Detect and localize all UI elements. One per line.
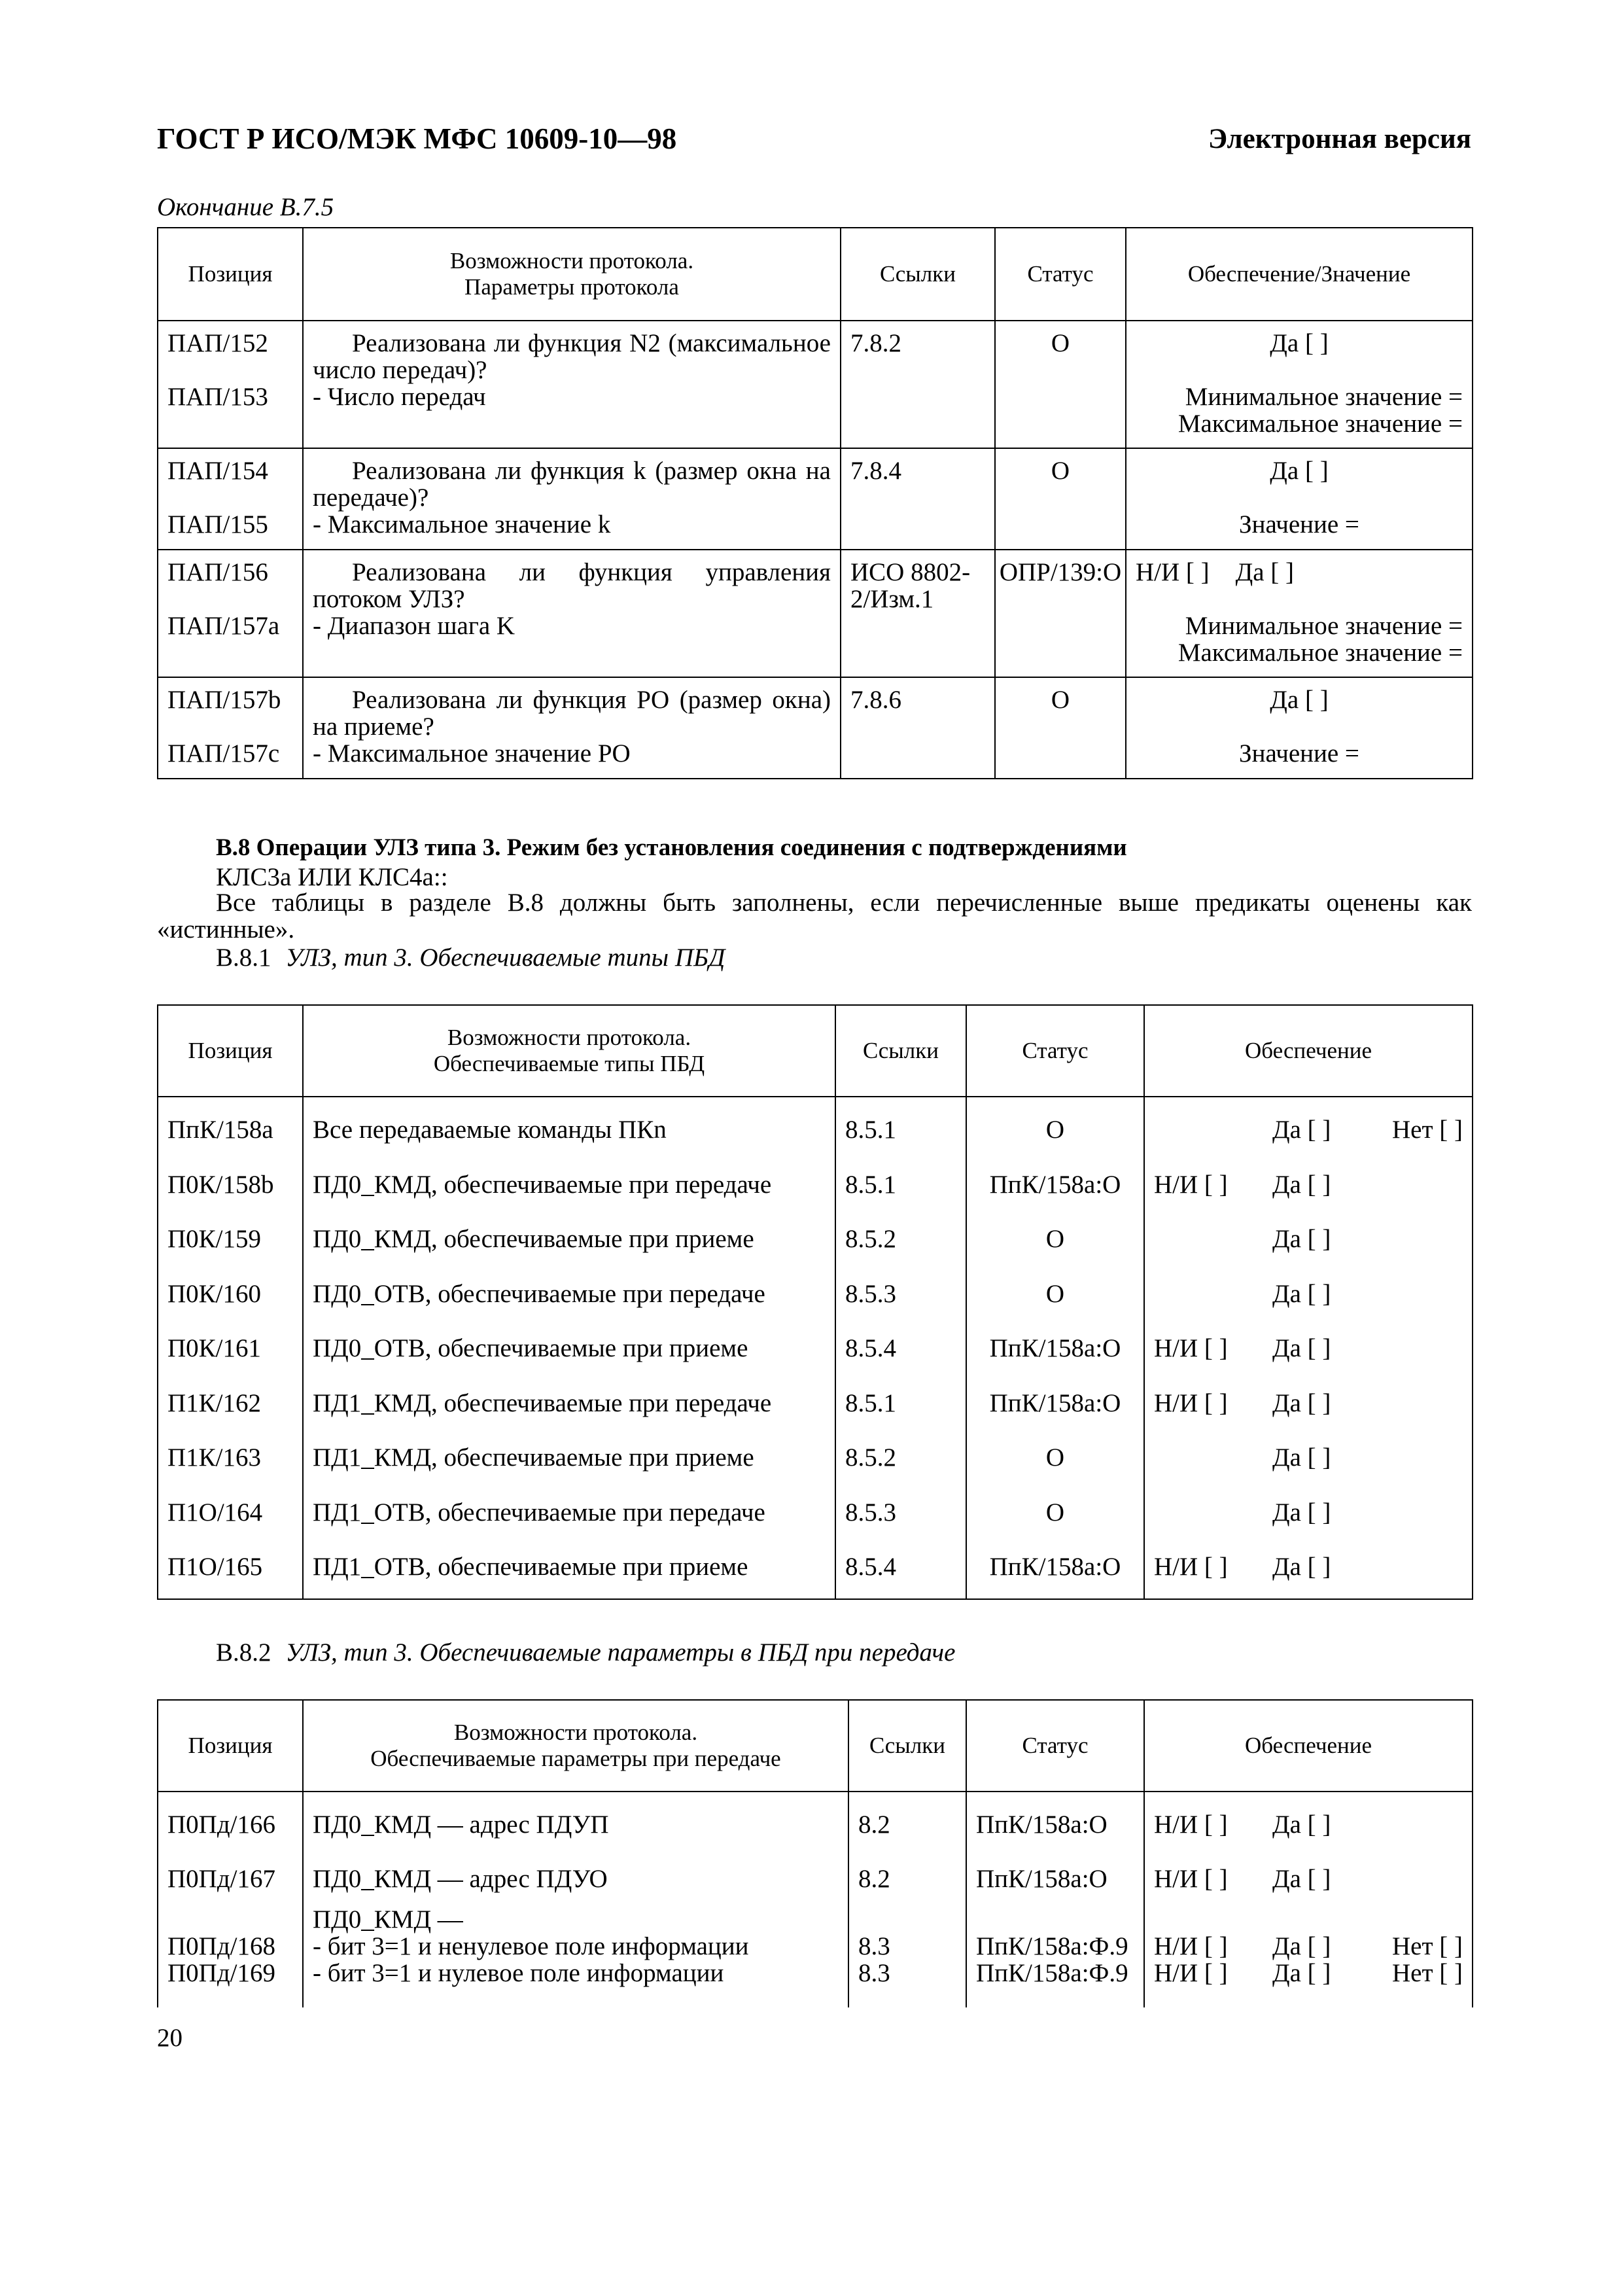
ref-cell: 8.5.1 xyxy=(845,1388,896,1417)
table-row xyxy=(158,677,1473,779)
capability-cell: ПД0_КМД, обеспечиваемые при передаче xyxy=(313,1170,772,1199)
status-cell: ОПР/139:О xyxy=(999,558,1122,586)
ref-cell: 8.5.2 xyxy=(845,1225,896,1253)
support-no[interactable]: Нет [ ] xyxy=(1392,1932,1463,1960)
ref-cell: 7.8.6 xyxy=(850,686,901,714)
position-cell: П1О/164 xyxy=(167,1498,263,1527)
support-yes[interactable]: Да [ ] xyxy=(1272,1810,1331,1839)
support-not-implemented[interactable] xyxy=(1154,1103,1265,1157)
col-header-position: Позиция xyxy=(158,228,303,321)
support-not-implemented[interactable]: Н/И [ ] xyxy=(1154,1959,1228,1987)
col-header-support: Обеспечение xyxy=(1144,1005,1473,1097)
support-not-implemented[interactable] xyxy=(1154,1485,1265,1540)
support-options xyxy=(1154,1103,1463,1157)
capability-cell: ПД1_КМД, обеспечиваемые при приеме xyxy=(313,1443,754,1472)
col-header-capability: Возможности протокола. Обеспечиваемые типы ПБД xyxy=(303,1005,835,1097)
capability-cell: ПД0_КМД — адрес ПДУО xyxy=(313,1865,608,1893)
col-header-status: Статус xyxy=(966,1005,1144,1097)
col-header-refs: Ссылки xyxy=(848,1700,966,1792)
support-not-implemented[interactable]: Н/И [ ] xyxy=(1136,558,1210,586)
col-header-capability: Возможности протокола. Параметры протокола xyxy=(303,228,841,321)
support-not-implemented[interactable]: Н/И [ ] xyxy=(1154,1553,1228,1581)
status-cell: О xyxy=(1051,686,1070,714)
col-header-support: Обеспечение/Значение xyxy=(1126,228,1473,321)
capability-cell: ПД0_КМД, обеспечиваемые при приеме xyxy=(313,1225,754,1253)
status-cell: ПпК/158а:О xyxy=(976,1865,1108,1893)
support-no[interactable] xyxy=(1378,1430,1463,1485)
min-value-field[interactable]: Минимальное значение = xyxy=(1185,612,1463,640)
support-yes[interactable]: Да [ ] xyxy=(1272,1334,1331,1362)
ref-cell xyxy=(858,1906,956,1933)
header-version: Электронная версия xyxy=(1208,124,1471,154)
support-yes[interactable]: Да [ ] xyxy=(1270,686,1329,714)
ref-cell: 8.5.1 xyxy=(845,1170,896,1199)
position-cell: П1О/165 xyxy=(167,1553,263,1581)
capability-cell: ПД1_КМД, обеспечиваемые при передаче xyxy=(313,1388,772,1417)
support-options xyxy=(1154,1960,1463,1987)
position-cell: ПАП/156 xyxy=(167,558,268,586)
support-no[interactable] xyxy=(1378,1540,1463,1595)
col-header-support: Обеспечение xyxy=(1144,1700,1473,1792)
support-yes[interactable] xyxy=(1272,1906,1370,1933)
status-cell: О xyxy=(1045,1116,1065,1144)
position-cell: ПАП/154 xyxy=(167,457,268,485)
capability-item: - Максимальное значение k xyxy=(313,510,611,539)
support-options xyxy=(1154,1906,1463,1933)
capability-question: Реализована ли функция PO (размер окна) на приеме? xyxy=(313,686,831,741)
table-row xyxy=(158,550,1473,677)
col-header-status: Статус xyxy=(966,1700,1144,1792)
table-body xyxy=(158,1792,1473,2007)
subsection-b82-caption xyxy=(216,1638,955,1667)
ref-cell: 8.5.2 xyxy=(845,1443,896,1472)
support-options xyxy=(1154,1321,1463,1376)
support-not-implemented[interactable]: Н/И [ ] xyxy=(1154,1388,1228,1417)
status-cell xyxy=(976,1906,1134,1933)
position-cell: П0Пд/168 xyxy=(167,1932,276,1960)
max-value-field[interactable]: Максимальное значение = xyxy=(1178,410,1463,438)
col-header-refs: Ссылки xyxy=(841,228,995,321)
support-yes[interactable]: Да [ ] xyxy=(1272,1932,1331,1960)
table-row xyxy=(158,321,1473,448)
subsection-title: УЛЗ, тип 3. Обеспечиваемые параметры в ПБД при передаче xyxy=(285,1638,956,1667)
capability-cell: ПД1_ОТВ, обеспечиваемые при приеме xyxy=(313,1553,748,1581)
status-cell: О xyxy=(1051,457,1070,485)
capability-item: - Максимальное значение PO xyxy=(313,739,631,768)
status-cell: ПпК/158а:О xyxy=(989,1334,1121,1362)
capability-item: - Диапазон шага K xyxy=(313,612,515,640)
value-field[interactable]: Значение = xyxy=(1239,739,1359,768)
support-options xyxy=(1154,1430,1463,1485)
support-not-implemented[interactable] xyxy=(1154,1430,1265,1485)
support-not-implemented[interactable] xyxy=(1154,1212,1265,1267)
support-not-implemented[interactable] xyxy=(1154,1267,1265,1322)
support-options xyxy=(1154,1485,1463,1540)
support-yes[interactable]: Да [ ] xyxy=(1235,558,1295,586)
ref-cell: 8.5.3 xyxy=(845,1279,896,1308)
position-cell: ПпК/158a xyxy=(167,1116,273,1144)
support-no[interactable] xyxy=(1378,1267,1463,1322)
capability-question: Реализована ли функция k (размер окна на передаче)? xyxy=(313,457,831,512)
support-yes[interactable]: Да [ ] xyxy=(1272,1279,1331,1308)
table-b82-transmit-params xyxy=(157,1699,1473,2007)
capability-cell: ПД0_КМД — xyxy=(313,1905,463,1934)
status-cell: ПпК/158а:О xyxy=(989,1170,1121,1199)
support-options xyxy=(1154,1797,1463,1852)
status-cell: О xyxy=(1045,1443,1065,1472)
value-field[interactable]: Значение = xyxy=(1239,510,1359,539)
support-not-implemented[interactable]: Н/И [ ] xyxy=(1154,1170,1228,1199)
support-no[interactable] xyxy=(1378,1376,1463,1431)
support-no[interactable] xyxy=(1378,1321,1463,1376)
capability-cell: ПД0_ОТВ, обеспечиваемые при приеме xyxy=(313,1334,748,1362)
support-not-implemented[interactable]: Н/И [ ] xyxy=(1154,1334,1228,1362)
ref-cell: 8.3 xyxy=(858,1959,890,1987)
position-cell: ПАП/157c xyxy=(167,739,280,768)
page-number: 20 xyxy=(157,2024,183,2052)
capability-cell: ПД0_ОТВ, обеспечиваемые при передаче xyxy=(313,1279,765,1308)
support-yes[interactable]: Да [ ] xyxy=(1272,1443,1331,1472)
subsection-title: УЛЗ, тип 3. Обеспечиваемые типы ПБД xyxy=(285,944,725,972)
status-cell: ПпК/158а:О xyxy=(976,1810,1108,1839)
capability-question: Реализована ли функция управления потоком УЛЗ? xyxy=(313,558,831,613)
status-cell: ПпК/158а:Ф.9 xyxy=(976,1959,1128,1987)
subsection-b81-caption xyxy=(216,943,725,972)
support-no[interactable]: Нет [ ] xyxy=(1392,1116,1463,1144)
support-not-implemented[interactable]: Н/И [ ] xyxy=(1154,1810,1228,1839)
table-body xyxy=(158,1097,1473,1599)
section-b8-text: Все таблицы в разделе В.8 должны быть заполнены, если перечисленные выше предикаты оценены как «истинные». xyxy=(157,889,1472,944)
ref-cell: ИСО 8802-2/Изм.1 xyxy=(850,558,971,613)
support-no[interactable] xyxy=(1378,1485,1463,1540)
ref-cell: 8.3 xyxy=(858,1932,890,1960)
ref-cell: 8.5.3 xyxy=(845,1498,896,1527)
support-yes[interactable]: Да [ ] xyxy=(1270,457,1329,485)
col-header-status: Статус xyxy=(995,228,1126,321)
support-no[interactable] xyxy=(1378,1212,1463,1267)
capability-cell: - бит 3=1 и ненулевое поле информации xyxy=(313,1932,749,1960)
status-cell: ПпК/158а:О xyxy=(989,1388,1121,1417)
support-not-implemented[interactable]: Н/И [ ] xyxy=(1154,1932,1228,1960)
capability-cell: Все передаваемые команды ПКn xyxy=(313,1116,667,1144)
support-not-implemented[interactable]: Н/И [ ] xyxy=(1154,1865,1228,1893)
support-yes[interactable]: Да [ ] xyxy=(1272,1498,1331,1527)
ref-cell: 8.5.1 xyxy=(845,1116,896,1144)
status-cell: О xyxy=(1045,1279,1065,1308)
support-options xyxy=(1154,1376,1463,1431)
support-not-implemented[interactable] xyxy=(1154,1906,1265,1933)
position-cell: П0Пд/166 xyxy=(167,1810,276,1839)
position-cell xyxy=(167,1906,293,1933)
section-b8-title: В.8 Операции УЛЗ типа 3. Режим без установления соединения с подтверждениями xyxy=(216,834,1127,861)
status-cell: О xyxy=(1045,1225,1065,1253)
position-cell: ПАП/153 xyxy=(167,383,268,411)
support-no[interactable] xyxy=(1378,1906,1463,1933)
section-b8-predicate: КЛС3а ИЛИ КЛС4а:: xyxy=(216,863,448,891)
position-cell: П0Пд/169 xyxy=(167,1959,276,1987)
support-no[interactable] xyxy=(1378,1852,1463,1906)
col-header-capability: Возможности протокола. Обеспечиваемые параметры при передаче xyxy=(303,1700,848,1792)
support-yes[interactable]: Да [ ] xyxy=(1272,1116,1331,1144)
table-b75-end xyxy=(157,227,1473,779)
support-yes[interactable]: Да [ ] xyxy=(1272,1959,1331,1987)
position-cell: П1К/163 xyxy=(167,1443,262,1472)
capability-question: Реализована ли функция N2 (максимальное число передач)? xyxy=(313,329,831,384)
ref-cell: 8.2 xyxy=(858,1865,890,1893)
col-header-refs: Ссылки xyxy=(835,1005,966,1097)
status-cell: ПпК/158а:Ф.9 xyxy=(976,1932,1128,1960)
position-cell: П0Пд/167 xyxy=(167,1865,276,1893)
position-cell: П0К/161 xyxy=(167,1334,262,1362)
position-cell: ПАП/157b xyxy=(167,686,281,714)
capability-item: - Число передач xyxy=(313,383,486,411)
header-standard: ГОСТ Р ИСО/МЭК МФС 10609-10—98 xyxy=(157,122,677,155)
col-header-position: Позиция xyxy=(158,1700,303,1792)
ref-cell: 8.2 xyxy=(858,1810,890,1839)
table-b81-pdu-types xyxy=(157,1004,1473,1600)
capability-cell: ПД1_ОТВ, обеспечиваемые при передаче xyxy=(313,1498,765,1527)
position-cell: П0К/159 xyxy=(167,1225,262,1253)
support-options xyxy=(1154,1157,1463,1212)
position-cell: П1К/162 xyxy=(167,1388,262,1417)
support-no[interactable] xyxy=(1378,1157,1463,1212)
support-yes[interactable]: Да [ ] xyxy=(1272,1865,1331,1893)
position-cell: ПАП/155 xyxy=(167,510,268,539)
table-row xyxy=(158,448,1473,550)
ref-cell: 8.5.4 xyxy=(845,1334,896,1362)
subsection-number: В.8.2 xyxy=(216,1638,271,1667)
ref-cell: 8.5.4 xyxy=(845,1553,896,1581)
status-cell: О xyxy=(1051,329,1070,357)
support-yes[interactable]: Да [ ] xyxy=(1272,1388,1331,1417)
status-cell: ПпК/158а:О xyxy=(989,1553,1121,1581)
ref-cell: 7.8.2 xyxy=(850,329,901,357)
support-options xyxy=(1154,1933,1463,1960)
support-no[interactable] xyxy=(1378,1797,1463,1852)
support-yes[interactable]: Да [ ] xyxy=(1272,1553,1331,1581)
support-options xyxy=(1154,1852,1463,1906)
support-yes[interactable]: Да [ ] xyxy=(1272,1170,1331,1199)
position-cell: ПАП/157a xyxy=(167,612,280,640)
subsection-number: В.8.1 xyxy=(216,944,271,972)
status-cell: О xyxy=(1045,1498,1065,1527)
position-cell: П0К/160 xyxy=(167,1279,262,1308)
position-cell: ПАП/152 xyxy=(167,329,268,357)
support-options xyxy=(1154,1267,1463,1322)
table-continuation-caption: Окончание В.7.5 xyxy=(157,193,334,221)
position-cell: П0К/158b xyxy=(167,1170,274,1199)
col-header-position: Позиция xyxy=(158,1005,303,1097)
max-value-field[interactable]: Максимальное значение = xyxy=(1178,639,1463,667)
min-value-field[interactable]: Минимальное значение = xyxy=(1185,383,1463,411)
capability-cell: - бит 3=1 и нулевое поле информации xyxy=(313,1959,724,1987)
support-options xyxy=(1154,1540,1463,1595)
capability-cell: ПД0_КМД — адрес ПДУП xyxy=(313,1810,609,1839)
support-no[interactable]: Нет [ ] xyxy=(1392,1959,1463,1987)
support-options xyxy=(1154,1212,1463,1267)
ref-cell: 7.8.4 xyxy=(850,457,901,485)
support-yes[interactable]: Да [ ] xyxy=(1272,1225,1331,1253)
support-yes[interactable]: Да [ ] xyxy=(1270,329,1329,357)
